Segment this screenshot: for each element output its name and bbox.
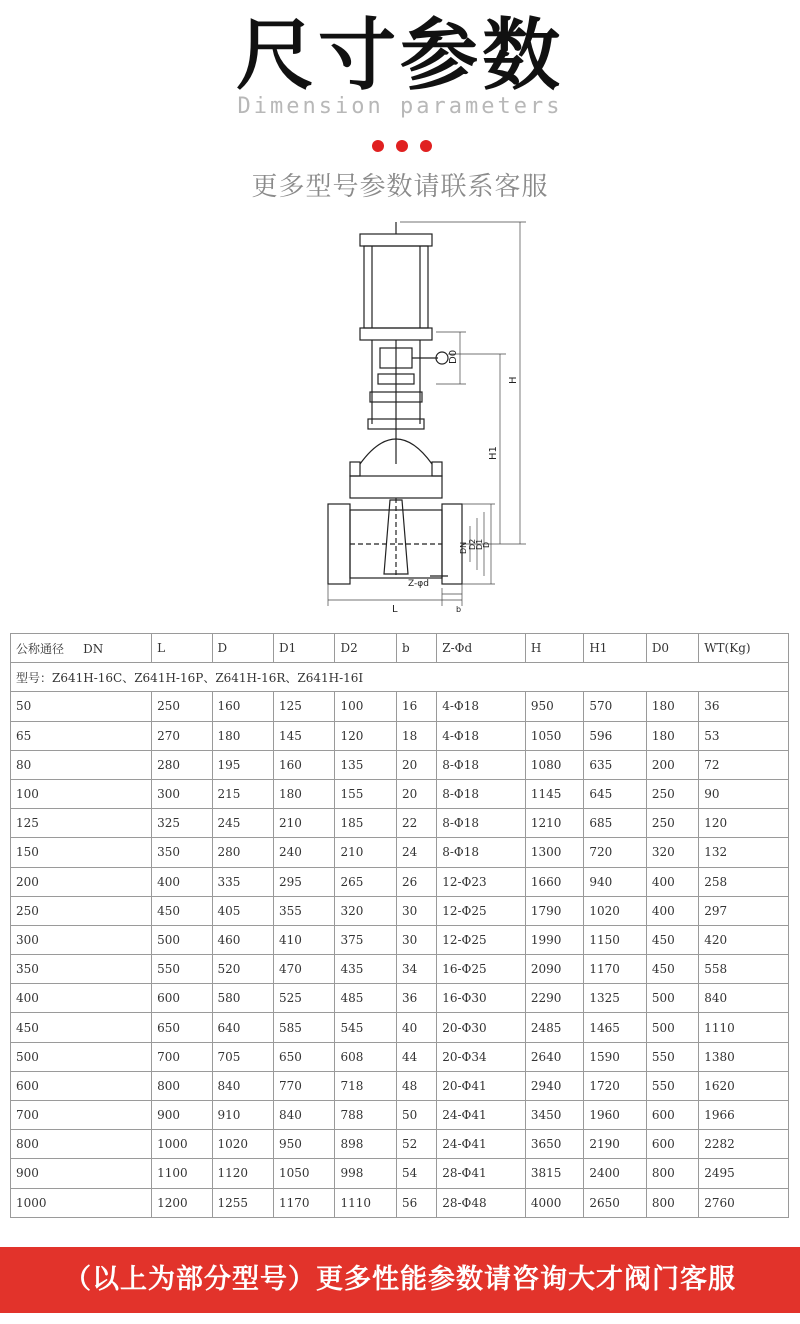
table-cell: 24-Φ41 — [437, 1130, 526, 1159]
table-cell: 650 — [274, 1042, 335, 1071]
label-d1: D1 — [475, 538, 484, 550]
label-d: D — [482, 541, 491, 548]
table-cell: 16-Φ25 — [437, 955, 526, 984]
table-cell: 1050 — [525, 721, 583, 750]
column-header: D0 — [646, 634, 698, 663]
table-cell: 400 — [11, 984, 152, 1013]
table-header-row — [11, 634, 789, 663]
table-cell: 720 — [584, 838, 646, 867]
table-cell: 28-Φ41 — [437, 1159, 526, 1188]
table-cell: 1990 — [525, 925, 583, 954]
table-cell: 48 — [396, 1071, 436, 1100]
table-cell: 1000 — [152, 1130, 212, 1159]
table-cell: 1590 — [584, 1042, 646, 1071]
table-cell: 1100 — [152, 1159, 212, 1188]
table-cell: 600 — [646, 1101, 698, 1130]
table-cell: 898 — [335, 1130, 396, 1159]
table-cell: 132 — [699, 838, 789, 867]
table-cell: 215 — [212, 779, 273, 808]
left-flange — [328, 504, 350, 584]
table-row — [11, 721, 789, 750]
table-cell: 1790 — [525, 896, 583, 925]
table-cell: 325 — [152, 809, 212, 838]
column-header: b — [396, 634, 436, 663]
table-cell: 145 — [274, 721, 335, 750]
table-cell: 1145 — [525, 779, 583, 808]
table-cell: 258 — [699, 867, 789, 896]
page-title: 尺寸参数 — [235, 11, 564, 101]
table-cell: 570 — [584, 692, 646, 721]
table-cell: 160 — [274, 750, 335, 779]
table-cell: 550 — [646, 1071, 698, 1100]
table-cell: 36 — [699, 692, 789, 721]
table-cell: 2400 — [584, 1159, 646, 1188]
table-cell: 155 — [335, 779, 396, 808]
table-cell: 500 — [152, 925, 212, 954]
table-row — [11, 838, 789, 867]
body-upper — [350, 476, 442, 498]
table-cell: 700 — [11, 1101, 152, 1130]
table-cell: 180 — [274, 779, 335, 808]
table-cell: 950 — [525, 692, 583, 721]
table-cell: 30 — [396, 896, 436, 925]
table-row — [11, 984, 789, 1013]
table-cell: 700 — [152, 1042, 212, 1071]
table-cell: 410 — [274, 925, 335, 954]
table-cell: 20-Φ41 — [437, 1071, 526, 1100]
table-cell: 125 — [274, 692, 335, 721]
table-cell: 90 — [699, 779, 789, 808]
contact-note: 更多型号参数请联系客服 — [251, 172, 549, 202]
table-cell: 65 — [11, 721, 152, 750]
table-cell: 44 — [396, 1042, 436, 1071]
table-row — [11, 1042, 789, 1071]
table-cell: 400 — [646, 896, 698, 925]
table-cell: 1380 — [699, 1042, 789, 1071]
table-cell: 645 — [584, 779, 646, 808]
cylinder-body — [364, 246, 428, 328]
model-row-cell: 型号：Z641H-16C、Z641H-16P、Z641H-16R、Z641H-16I — [11, 663, 789, 692]
table-cell: 3650 — [525, 1130, 583, 1159]
table-cell: 24 — [396, 838, 436, 867]
table-row — [11, 1159, 789, 1188]
table-cell: 120 — [335, 721, 396, 750]
table-cell: 20-Φ30 — [437, 1013, 526, 1042]
table-cell: 125 — [11, 809, 152, 838]
table-row — [11, 925, 789, 954]
table-cell: 550 — [152, 955, 212, 984]
column-header: L — [152, 634, 212, 663]
table-cell: 420 — [699, 925, 789, 954]
table-cell: 250 — [646, 779, 698, 808]
table-cell: 280 — [152, 750, 212, 779]
table-cell: 54 — [396, 1159, 436, 1188]
table-cell: 1110 — [335, 1188, 396, 1217]
table-cell: 1170 — [274, 1188, 335, 1217]
table-cell: 1255 — [212, 1188, 273, 1217]
table-cell: 185 — [335, 809, 396, 838]
table-cell: 280 — [212, 838, 273, 867]
table-cell: 12-Φ23 — [437, 867, 526, 896]
table-cell: 940 — [584, 867, 646, 896]
table-cell: 50 — [11, 692, 152, 721]
table-cell: 600 — [646, 1130, 698, 1159]
table-cell: 500 — [646, 984, 698, 1013]
table-row — [11, 867, 789, 896]
table-cell: 608 — [335, 1042, 396, 1071]
table-cell: 56 — [396, 1188, 436, 1217]
table-cell: 297 — [699, 896, 789, 925]
table-cell: 400 — [646, 867, 698, 896]
table-cell: 2190 — [584, 1130, 646, 1159]
table-row — [11, 692, 789, 721]
table-cell: 1050 — [274, 1159, 335, 1188]
table-row — [11, 896, 789, 925]
table-cell: 195 — [212, 750, 273, 779]
table-cell: 1170 — [584, 955, 646, 984]
table-cell: 435 — [335, 955, 396, 984]
model-row — [11, 663, 789, 692]
table-cell: 405 — [212, 896, 273, 925]
table-cell: 16 — [396, 692, 436, 721]
table-cell: 2640 — [525, 1042, 583, 1071]
table-cell: 335 — [212, 867, 273, 896]
column-header: Z-Φd — [437, 634, 526, 663]
table-cell: 450 — [11, 1013, 152, 1042]
dot-icon — [420, 140, 432, 152]
table-row — [11, 779, 789, 808]
table-cell: 200 — [11, 867, 152, 896]
table-row — [11, 955, 789, 984]
table-cell: 350 — [152, 838, 212, 867]
table-row — [11, 1101, 789, 1130]
table-cell: 470 — [274, 955, 335, 984]
table-cell: 640 — [212, 1013, 273, 1042]
table-cell: 770 — [274, 1071, 335, 1100]
table-cell: 600 — [11, 1071, 152, 1100]
table-cell: 450 — [152, 896, 212, 925]
label-b: b — [456, 605, 462, 614]
table-cell: 1465 — [584, 1013, 646, 1042]
table-cell: 2090 — [525, 955, 583, 984]
label-d2: D2 — [468, 538, 477, 550]
table-cell: 265 — [335, 867, 396, 896]
table-cell: 20 — [396, 750, 436, 779]
table-cell: 2760 — [699, 1188, 789, 1217]
table-cell: 355 — [274, 896, 335, 925]
table-cell: 1150 — [584, 925, 646, 954]
table-cell: 180 — [212, 721, 273, 750]
table-cell: 320 — [335, 896, 396, 925]
table-cell: 718 — [335, 1071, 396, 1100]
column-header: 公称通径 DN — [11, 634, 152, 663]
column-header: H — [525, 634, 583, 663]
column-header: H1 — [584, 634, 646, 663]
label-h1: H1 — [488, 446, 499, 460]
table-cell: 705 — [212, 1042, 273, 1071]
table-cell: 998 — [335, 1159, 396, 1188]
table-cell: 520 — [212, 955, 273, 984]
table-cell: 2940 — [525, 1071, 583, 1100]
table-cell: 788 — [335, 1101, 396, 1130]
table-cell: 20 — [396, 779, 436, 808]
cylinder-bottom-cap — [360, 328, 432, 340]
table-cell: 34 — [396, 955, 436, 984]
table-row — [11, 1013, 789, 1042]
table-cell: 210 — [335, 838, 396, 867]
table-cell: 460 — [212, 925, 273, 954]
table-cell: 250 — [11, 896, 152, 925]
table-cell: 950 — [274, 1130, 335, 1159]
column-header: D — [212, 634, 273, 663]
table-cell: 2485 — [525, 1013, 583, 1042]
table-cell: 240 — [274, 838, 335, 867]
valve-dimension-drawing — [320, 214, 550, 614]
body-bore — [350, 510, 442, 578]
table-cell: 800 — [646, 1159, 698, 1188]
table-cell: 8-Φ18 — [437, 838, 526, 867]
table-row — [11, 750, 789, 779]
table-cell: 22 — [396, 809, 436, 838]
decorative-dots — [372, 140, 432, 152]
table-cell: 12-Φ25 — [437, 925, 526, 954]
column-header: D2 — [335, 634, 396, 663]
table-cell: 4000 — [525, 1188, 583, 1217]
table-cell: 20-Φ34 — [437, 1042, 526, 1071]
table-cell: 72 — [699, 750, 789, 779]
table-cell: 100 — [11, 779, 152, 808]
table-cell: 300 — [11, 925, 152, 954]
table-cell: 840 — [699, 984, 789, 1013]
table-cell: 30 — [396, 925, 436, 954]
table-cell: 525 — [274, 984, 335, 1013]
table-cell: 52 — [396, 1130, 436, 1159]
table-cell: 53 — [699, 721, 789, 750]
label-dn: DN — [459, 541, 468, 554]
table-cell: 36 — [396, 984, 436, 1013]
table-cell: 12-Φ25 — [437, 896, 526, 925]
column-header: WT(Kg) — [699, 634, 789, 663]
table-cell: 545 — [335, 1013, 396, 1042]
table-cell: 1325 — [584, 984, 646, 1013]
table-cell: 840 — [274, 1101, 335, 1130]
table-cell: 80 — [11, 750, 152, 779]
table-cell: 2495 — [699, 1159, 789, 1188]
table-cell: 1660 — [525, 867, 583, 896]
table-cell: 24-Φ41 — [437, 1101, 526, 1130]
label-l: L — [392, 604, 398, 614]
table-cell: 18 — [396, 721, 436, 750]
table-cell: 500 — [11, 1042, 152, 1071]
table-cell: 450 — [646, 955, 698, 984]
table-cell: 485 — [335, 984, 396, 1013]
table-cell: 596 — [584, 721, 646, 750]
table-cell: 120 — [699, 809, 789, 838]
table-cell: 2650 — [584, 1188, 646, 1217]
table-cell: 2290 — [525, 984, 583, 1013]
dot-icon — [372, 140, 384, 152]
footer-banner: （以上为部分型号）更多性能参数请咨询大才阀门客服 — [0, 1247, 800, 1313]
table-cell: 840 — [212, 1071, 273, 1100]
table-cell: 910 — [212, 1101, 273, 1130]
table-row — [11, 1130, 789, 1159]
label-d0: D0 — [448, 349, 459, 364]
table-cell: 26 — [396, 867, 436, 896]
table-cell: 800 — [646, 1188, 698, 1217]
dimension-table — [10, 633, 789, 1218]
table-cell: 2282 — [699, 1130, 789, 1159]
table-cell: 350 — [11, 955, 152, 984]
table-cell: 800 — [11, 1130, 152, 1159]
table-cell: 1620 — [699, 1071, 789, 1100]
dot-icon — [396, 140, 408, 152]
table-cell: 685 — [584, 809, 646, 838]
table-cell: 800 — [152, 1071, 212, 1100]
table-cell: 900 — [152, 1101, 212, 1130]
table-row — [11, 1071, 789, 1100]
table-cell: 245 — [212, 809, 273, 838]
table-cell: 40 — [396, 1013, 436, 1042]
table-cell: 1200 — [152, 1188, 212, 1217]
table-cell: 200 — [646, 750, 698, 779]
table-cell: 500 — [646, 1013, 698, 1042]
table-cell: 585 — [274, 1013, 335, 1042]
table-cell: 100 — [335, 692, 396, 721]
table-cell: 3450 — [525, 1101, 583, 1130]
table-cell: 1210 — [525, 809, 583, 838]
table-cell: 558 — [699, 955, 789, 984]
page-subtitle: Dimension parameters — [237, 94, 563, 119]
table-cell: 180 — [646, 692, 698, 721]
table-cell: 160 — [212, 692, 273, 721]
table-cell: 180 — [646, 721, 698, 750]
table-cell: 270 — [152, 721, 212, 750]
table-cell: 400 — [152, 867, 212, 896]
table-cell: 1300 — [525, 838, 583, 867]
table-cell: 1960 — [584, 1101, 646, 1130]
table-cell: 8-Φ18 — [437, 750, 526, 779]
table-cell: 580 — [212, 984, 273, 1013]
table-cell: 600 — [152, 984, 212, 1013]
table-cell: 1000 — [11, 1188, 152, 1217]
valve-drawing-svg — [320, 214, 550, 614]
table-cell: 250 — [152, 692, 212, 721]
table-cell: 50 — [396, 1101, 436, 1130]
table-cell: 650 — [152, 1013, 212, 1042]
table-cell: 1966 — [699, 1101, 789, 1130]
table-cell: 295 — [274, 867, 335, 896]
table-cell: 8-Φ18 — [437, 809, 526, 838]
table-row — [11, 1188, 789, 1217]
table-cell: 135 — [335, 750, 396, 779]
table-cell: 1080 — [525, 750, 583, 779]
table-cell: 300 — [152, 779, 212, 808]
label-h: H — [508, 376, 519, 384]
table-row — [11, 809, 789, 838]
column-header: D1 — [274, 634, 335, 663]
table-cell: 1120 — [212, 1159, 273, 1188]
table-cell: 375 — [335, 925, 396, 954]
table-cell: 320 — [646, 838, 698, 867]
table-cell: 1720 — [584, 1071, 646, 1100]
table-cell: 28-Φ48 — [437, 1188, 526, 1217]
label-zd: Z-φd — [408, 579, 429, 589]
table-cell: 4-Φ18 — [437, 721, 526, 750]
table-cell: 150 — [11, 838, 152, 867]
table-cell: 16-Φ30 — [437, 984, 526, 1013]
table-cell: 1020 — [212, 1130, 273, 1159]
table-cell: 550 — [646, 1042, 698, 1071]
table-cell: 1110 — [699, 1013, 789, 1042]
table-cell: 450 — [646, 925, 698, 954]
table-cell: 4-Φ18 — [437, 692, 526, 721]
table-cell: 8-Φ18 — [437, 779, 526, 808]
table-cell: 210 — [274, 809, 335, 838]
table-cell: 635 — [584, 750, 646, 779]
table-cell: 3815 — [525, 1159, 583, 1188]
table-cell: 250 — [646, 809, 698, 838]
cylinder-top-cap — [360, 234, 432, 246]
table-cell: 900 — [11, 1159, 152, 1188]
table-cell: 1020 — [584, 896, 646, 925]
